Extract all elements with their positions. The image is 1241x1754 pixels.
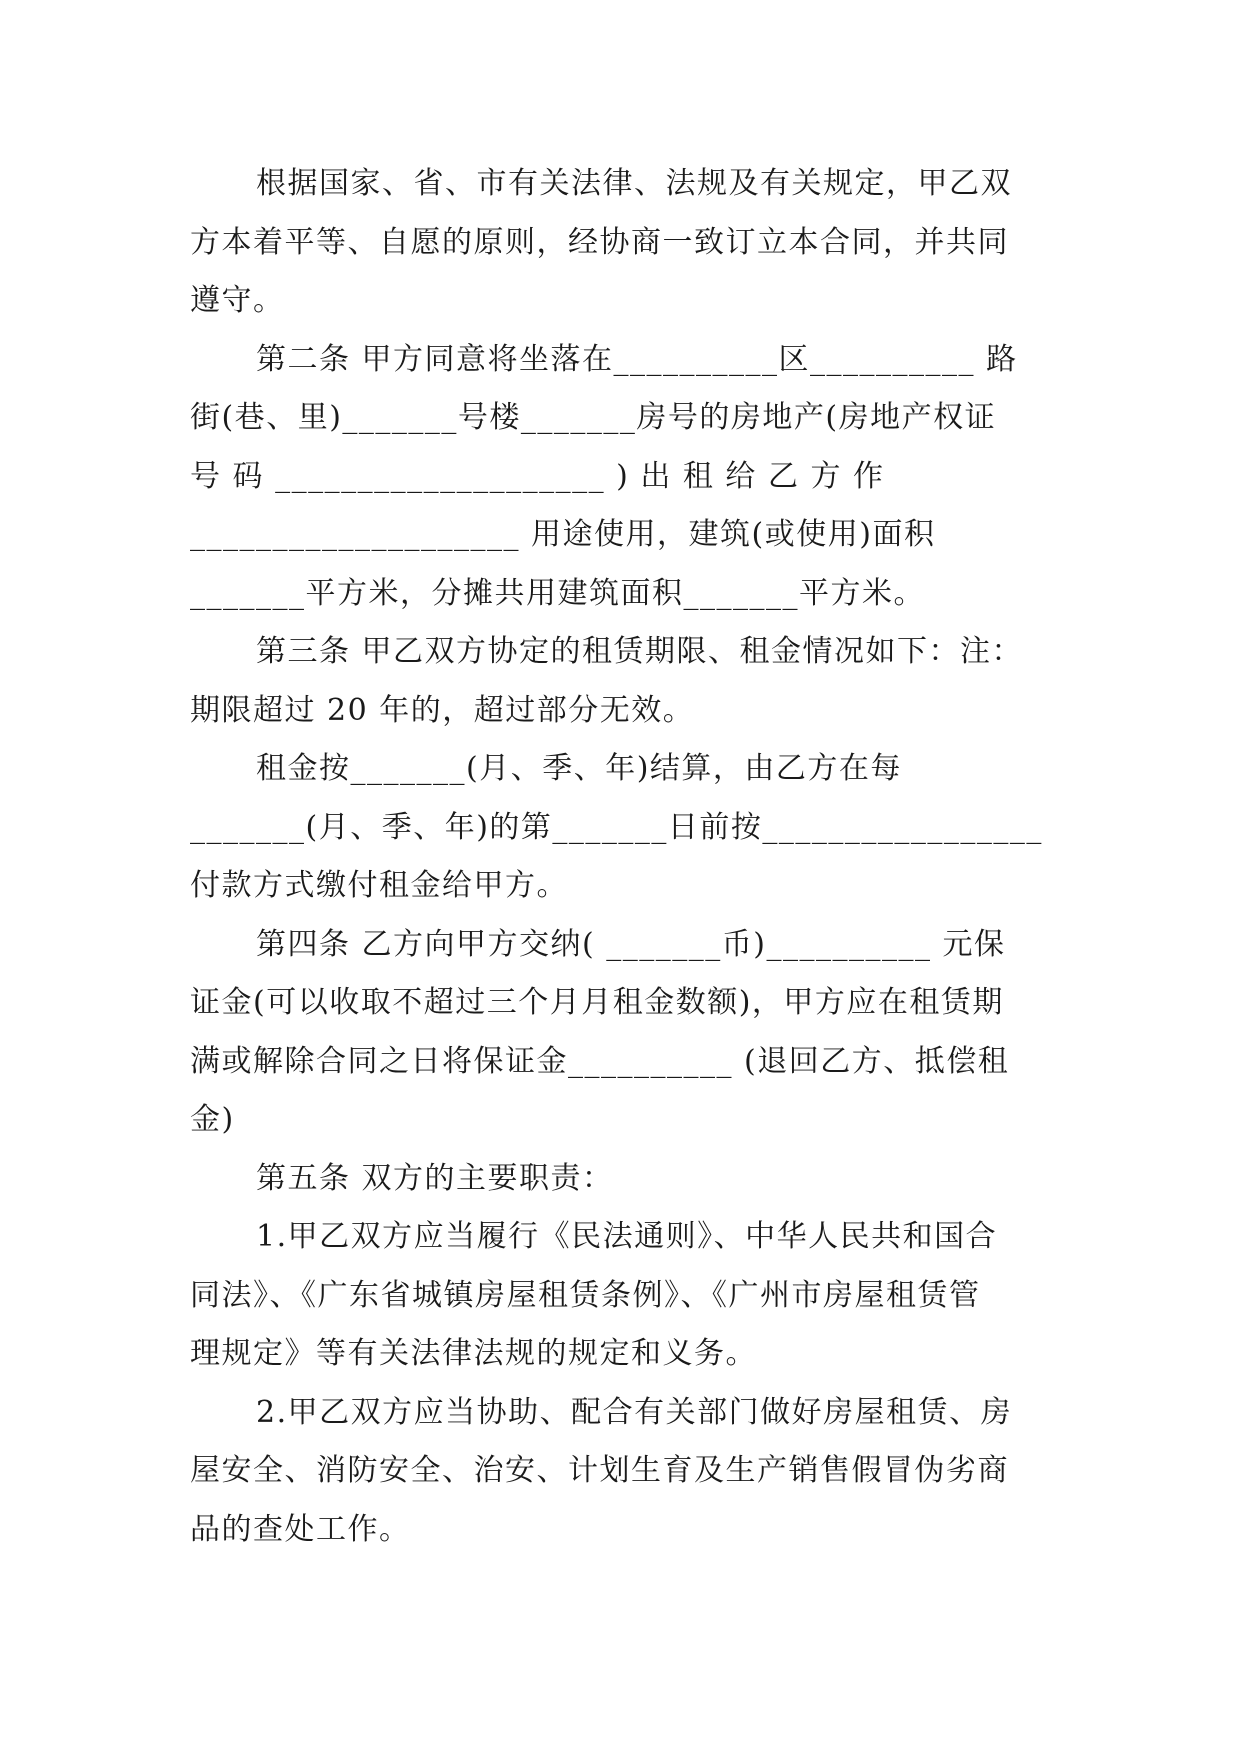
paragraph-rent-payment [190, 740, 1050, 916]
paragraph-article-3 [190, 623, 1050, 740]
text-line: 号 码 ____________________ ) 出 租 给 乙 方 作 [190, 458, 885, 494]
text-line: 付款方式缴付租金给甲方。 [190, 868, 568, 903]
text-line: 街(巷、里)_______号楼_______房号的房地产(房地产权证 [190, 400, 997, 435]
text-line: 遵守。 [190, 283, 285, 318]
text-line: 品的查处工作。 [190, 1511, 411, 1547]
text-line: 满或解除合同之日将保证金__________ (退回乙方、抵偿租 [190, 1043, 1010, 1079]
paragraph-duty-2 [190, 1384, 1050, 1560]
text-line: _______平方米，分摊共用建筑面积_______平方米。 [190, 575, 925, 611]
text-line: 理规定》等有关法律法规的规定和义务。 [190, 1336, 757, 1371]
text-line: 2.甲乙双方应当协助、配合有关部门做好房屋租赁、房 [256, 1394, 1013, 1430]
text-line: 第五条 双方的主要职责： [256, 1160, 614, 1196]
text-line: 同法》、《广东省城镇房屋租赁条例》、《广州市房屋租赁管 [190, 1277, 981, 1313]
paragraph-article-5 [190, 1150, 1050, 1209]
text-line: 第二条 甲方同意将坐落在__________区__________ 路 [256, 341, 1018, 377]
contract-body [190, 155, 1050, 1559]
text-line: 第四条 乙方向甲方交纳( _______币)__________ 元保 [256, 926, 1006, 962]
paragraph-duty-1 [190, 1208, 1050, 1384]
text-line: 屋安全、消防安全、治安、计划生育及生产销售假冒伪劣商 [190, 1453, 1009, 1488]
text-line: ____________________ 用途使用，建筑(或使用)面积 [190, 517, 936, 552]
text-line: 方本着平等、自愿的原则，经协商一致订立本合同，并共同 [190, 224, 1009, 260]
text-line: 1.甲乙双方应当履行《民法通则》、中华人民共和国合 [256, 1219, 998, 1254]
paragraph-article-2 [190, 331, 1050, 624]
text-line: 租金按_______(月、季、年)结算，由乙方在每 [256, 751, 902, 786]
text-line: 期限超过 20 年的，超过部分无效。 [190, 692, 695, 728]
text-line: 根据国家、省、市有关法律、法规及有关规定，甲乙双 [256, 166, 1012, 201]
paragraph-intro [190, 155, 1050, 331]
text-line: 第三条 甲乙双方协定的租赁期限、租金情况如下：注： [256, 634, 1024, 669]
text-line: 证金(可以收取不超过三个月月租金数额)，甲方应在租赁期 [190, 985, 1004, 1020]
text-line: _______(月、季、年)的第_______日前按_________________ [190, 809, 1043, 845]
paragraph-article-4 [190, 916, 1050, 1150]
text-line: 金) [190, 1102, 235, 1137]
